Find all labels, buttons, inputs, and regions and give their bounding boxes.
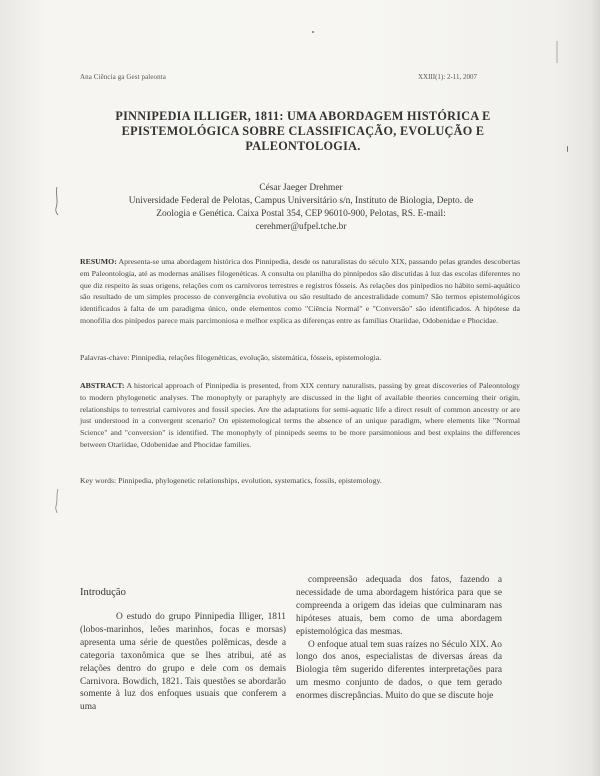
scan-speck bbox=[312, 31, 314, 33]
intro-right-paragraph-2: O enfoque atual tem suas raízes no Século XIX. Ao longo dos anos, especialistas de diversas áreas da Biologia têm sugerido diferentes interpretações para um mesmo conjunto de dados, o que tem gerado enormes discrepâncias. Muito do que se discute hoje bbox=[296, 639, 502, 702]
page-edge-shadow bbox=[590, 0, 600, 776]
scan-speck bbox=[567, 146, 568, 152]
running-head-journal: Ana Ciência ga Gest paleonta bbox=[80, 73, 166, 81]
author-name: César Jaeger Drehmer bbox=[259, 183, 343, 193]
affiliation-line-2: Zoologia e Genética. Caixa Postal 354, CEP 96010-900, Pelotas, RS. E-mail: bbox=[156, 209, 446, 219]
intro-column-right bbox=[296, 574, 502, 703]
palavras-chave-line bbox=[80, 352, 520, 363]
author-block bbox=[85, 182, 517, 234]
affiliation-line-1: Universidade Federal de Pelotas, Campus Universitário s/n, Instituto de Biologia, Depto. de bbox=[128, 196, 474, 206]
resumo-label: RESUMO: bbox=[80, 257, 117, 266]
margin-pencil-mark-2-icon bbox=[52, 488, 62, 514]
resumo-block bbox=[80, 256, 520, 327]
author-email: cerehmer@ufpel.tche.br bbox=[255, 222, 347, 232]
abstract-block bbox=[80, 380, 520, 451]
key-words-text: Pinnipedia, phylogenetic relationships, evolution, systematics, fossils, epistemology. bbox=[118, 476, 382, 485]
margin-tick-mark-icon bbox=[553, 40, 561, 64]
abstract-text: A historical approach of Pinnipedia is presented, from XIX century naturalists, passing by great discoveries of Paleontology to modern phylogenetic analyses. The monophyly or paraphyly are discussed in the light of available theories concerning their origin, relationships to terrestrial carnivores and fossil species. Are the adaptations for semi-aquatic life a direct result of common ancestry or are just understood in a convergent scenario? On epistemological terms the absence of an unique paradigm, where elements like "Normal Science" and "conversion" is identified. The monophyly of pinnipeds seems to be more parsimonious and best explains the differences between Otariidae, Odobenidae and Phocidae families. bbox=[80, 381, 520, 449]
intro-column-left bbox=[80, 611, 286, 714]
intro-right-paragraph-1: compreensão adequada dos fatos, fazendo a necessidade de uma abordagem histórica para que se compreenda a origem das ideias que culminaram nas hipóteses atuais, bem como de uma abordagem epistemológica das mesmas. bbox=[296, 575, 502, 637]
abstract-label: ABSTRACT: bbox=[80, 381, 125, 390]
resumo-text: Apresenta-se uma abordagem histórica dos Pinnipedia, desde os naturalistas do século XIX, passando pelas grandes descobertas em Paleontologia, até as modernas análises filogenéticas. A consulta ou planilha do pinnípedos são discutidas à luz das escolas diferentes no que diz respeito às suas origens, relações com os carnívoros terrestres e registros fósseis. As relações dos pinípedios no hábito semi-aquático são resultado de um simples processo de convergência evolutiva ou são resultado de ancestralidade comum? São termos epistemológicos identificados à falta de um paradigma único, onde elementos como "Ciência Normal" e "Conversão" são identificados. A hipótese da monofilia dos pinípedos parece mais parcimoniosa e melhor explica as diferenças entre as famílias Otariidae, Odobenidae e Phocidae. bbox=[80, 257, 520, 325]
palavras-chave-text: Pinnipedia, relações filogenéticas, evolução, sistemática, fósseis, epistemologia. bbox=[131, 353, 382, 362]
article-title: PINNIPEDIA ILLIGER, 1811: UMA ABORDAGEM HISTÓRICA E EPISTEMOLÓGICA SOBRE CLASSIFICAÇÃO, EVOLUÇÃO E PALEONTOLOGIA. bbox=[115, 109, 491, 153]
intro-left-paragraph: O estudo do grupo Pinnipedia Illiger, 1811 (lobos-marinhos, leões marinhos, focas e morsas) apresenta uma série de questões polêmicas, desde a categoria taxonômica que se lhes atribui, até as relações dentro do grupo e dele com os demais Carnivora. Bowdich, 1821. Tais questões se abordarão somente à luz dos enfoques usuais que conferem a uma bbox=[80, 612, 286, 713]
running-head-issue: XXIII(1): 2-11, 2007 bbox=[418, 73, 478, 81]
key-words-label: Key words: bbox=[80, 476, 117, 485]
key-words-line bbox=[80, 475, 520, 486]
palavras-chave-label: Palavras-chave: bbox=[80, 353, 130, 362]
section-heading-introducao: Introdução bbox=[80, 587, 126, 598]
margin-pencil-mark-icon bbox=[52, 186, 62, 216]
